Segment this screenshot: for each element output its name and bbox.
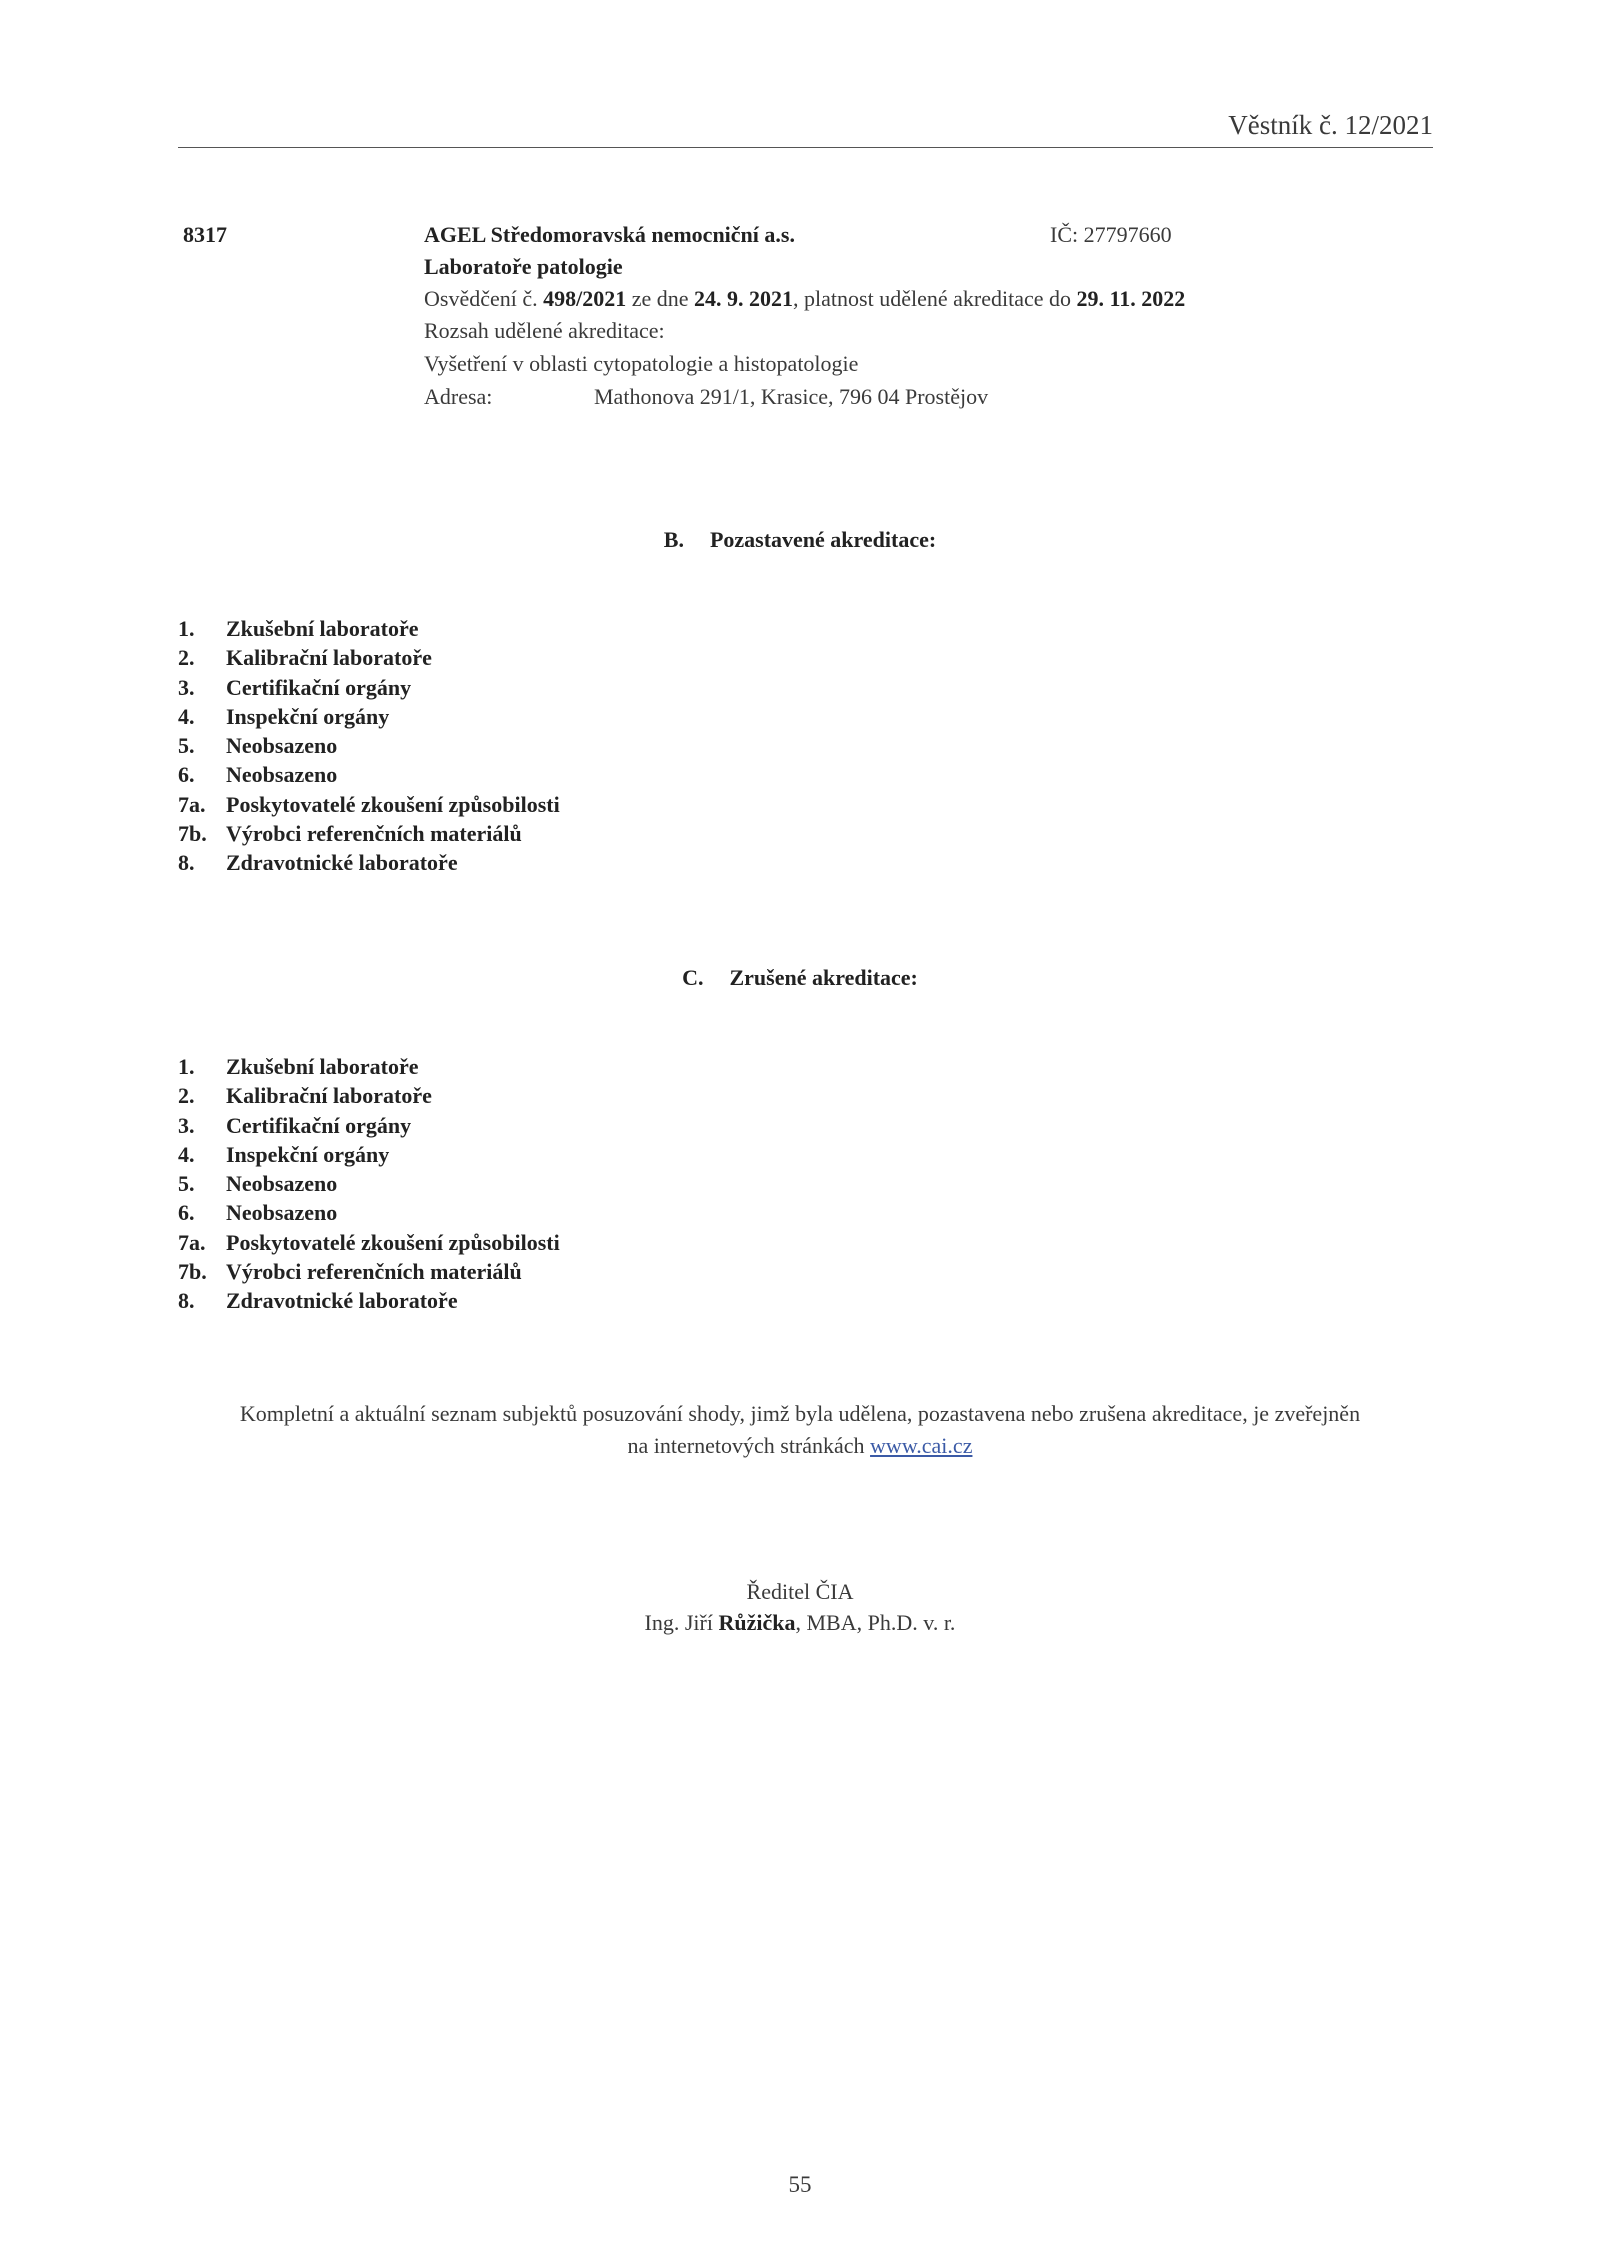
list-item-number: 1. — [178, 1054, 195, 1079]
list-item-label: Výrobci referenčních materiálů — [226, 821, 522, 847]
list-item-label: Zdravotnické laboratoře — [226, 1288, 458, 1314]
section-b-list — [178, 614, 560, 878]
list-item-number: 6. — [178, 762, 195, 788]
certificate-prefix: Osvědčení č. — [424, 286, 544, 311]
list-item — [178, 819, 560, 848]
list-item-number: 2. — [178, 645, 195, 671]
section-b-heading — [0, 527, 1600, 553]
entry-ic: IČ: 27797660 — [1050, 222, 1172, 247]
list-item-number: 5. — [178, 1171, 195, 1197]
entry-number: 8317 — [183, 222, 227, 247]
header-divider — [178, 147, 1433, 148]
list-item-number: 4. — [178, 1141, 195, 1167]
list-item-label: Inspekční orgány — [226, 703, 390, 729]
list-item — [178, 848, 560, 877]
entry-scope-label: Rozsah udělené akreditace: — [424, 318, 665, 343]
list-item-number: 6. — [178, 1200, 195, 1226]
address-value: Mathonova 291/1, Krasice, 796 04 Prostějov — [594, 384, 989, 409]
list-item — [178, 731, 560, 760]
section-c-heading — [0, 965, 1600, 991]
list-item — [178, 790, 560, 819]
list-item-label: Zkušební laboratoře — [226, 1054, 419, 1079]
list-item-label: Certifikační orgány — [226, 674, 412, 700]
list-item-label: Neobsazeno — [226, 762, 338, 788]
section-c-list — [178, 1052, 560, 1316]
signature-name-prefix: Ing. Jiří — [644, 1610, 719, 1635]
address-label: Adresa: — [424, 384, 493, 409]
note-line-2-prefix: na internetových stránkách — [627, 1433, 871, 1458]
list-item-number: 7a. — [178, 791, 206, 817]
note-line-1: Kompletní a aktuální seznam subjektů posuzování shody, jimž byla udělena, pozastavena nebo zrušena akreditace, je zveřejněn — [239, 1401, 1361, 1426]
registry-note — [0, 1398, 1600, 1462]
certificate-number: 498/2021 — [543, 286, 627, 311]
list-item-label: Zkušební laboratoře — [226, 616, 419, 641]
list-item-label: Poskytovatelé zkoušení způsobilosti — [226, 791, 560, 817]
list-item-number: 2. — [178, 1083, 195, 1109]
list-item — [178, 1081, 560, 1110]
list-item-number: 8. — [178, 850, 195, 876]
section-c-letter: C. — [682, 965, 704, 990]
list-item — [178, 1257, 560, 1286]
list-item-label: Poskytovatelé zkoušení způsobilosti — [226, 1229, 560, 1255]
list-item-label: Inspekční orgány — [226, 1141, 390, 1167]
signature-block — [0, 1576, 1600, 1638]
list-item — [178, 1286, 560, 1315]
signature-name-suffix: , MBA, Ph.D. v. r. — [795, 1610, 956, 1635]
list-item-number: 5. — [178, 733, 195, 759]
list-item-number: 3. — [178, 1112, 195, 1138]
note-line-2 — [0, 1430, 1600, 1462]
bulletin-title: Věstník č. 12/2021 — [1228, 110, 1433, 140]
list-item — [178, 1052, 560, 1081]
list-item-label: Neobsazeno — [226, 1200, 338, 1226]
list-item — [178, 1198, 560, 1227]
list-item-label: Výrobci referenčních materiálů — [226, 1259, 522, 1285]
certificate-date-prefix: ze dne — [626, 286, 695, 311]
page-number: 55 — [788, 2172, 812, 2197]
list-item-number: 3. — [178, 674, 195, 700]
list-item-number: 7b. — [178, 1259, 207, 1285]
certificate-date: 24. 9. 2021 — [694, 286, 794, 311]
list-item-label: Neobsazeno — [226, 1171, 338, 1197]
list-item — [178, 1140, 560, 1169]
list-item-number: 4. — [178, 703, 195, 729]
certificate-validity-date: 29. 11. 2022 — [1076, 286, 1186, 311]
list-item-number: 1. — [178, 616, 195, 641]
entry-scope-text: Vyšetření v oblasti cytopatologie a histopatologie — [424, 351, 859, 376]
section-c-title: Zrušené akreditace: — [729, 965, 918, 990]
list-item — [178, 1228, 560, 1257]
cai-website-link[interactable]: www.cai.cz — [870, 1433, 973, 1458]
list-item-number: 7a. — [178, 1229, 206, 1255]
entry-certificate — [424, 286, 1185, 312]
entry-organization-name: AGEL Středomoravská nemocniční a.s. — [424, 222, 795, 247]
signature-surname: Růžička — [718, 1610, 796, 1635]
list-item — [178, 673, 560, 702]
list-item — [178, 1111, 560, 1140]
list-item-label: Neobsazeno — [226, 733, 338, 759]
list-item-number: 7b. — [178, 821, 207, 847]
certificate-validity-prefix: , platnost udělené akreditace do — [793, 286, 1077, 311]
signature-name — [0, 1607, 1600, 1638]
list-item — [178, 614, 560, 643]
list-item — [178, 1169, 560, 1198]
list-item-number: 8. — [178, 1288, 195, 1314]
list-item-label: Zdravotnické laboratoře — [226, 850, 458, 876]
list-item — [178, 702, 560, 731]
list-item-label: Certifikační orgány — [226, 1112, 412, 1138]
entry-address — [424, 384, 989, 410]
list-item-label: Kalibrační laboratoře — [226, 1083, 432, 1109]
list-item-label: Kalibrační laboratoře — [226, 645, 432, 671]
list-item — [178, 643, 560, 672]
section-b-letter: B. — [663, 527, 684, 552]
signature-role: Ředitel ČIA — [746, 1579, 854, 1604]
entry-department: Laboratoře patologie — [424, 254, 623, 279]
list-item — [178, 760, 560, 789]
section-b-title: Pozastavené akreditace: — [709, 527, 937, 552]
